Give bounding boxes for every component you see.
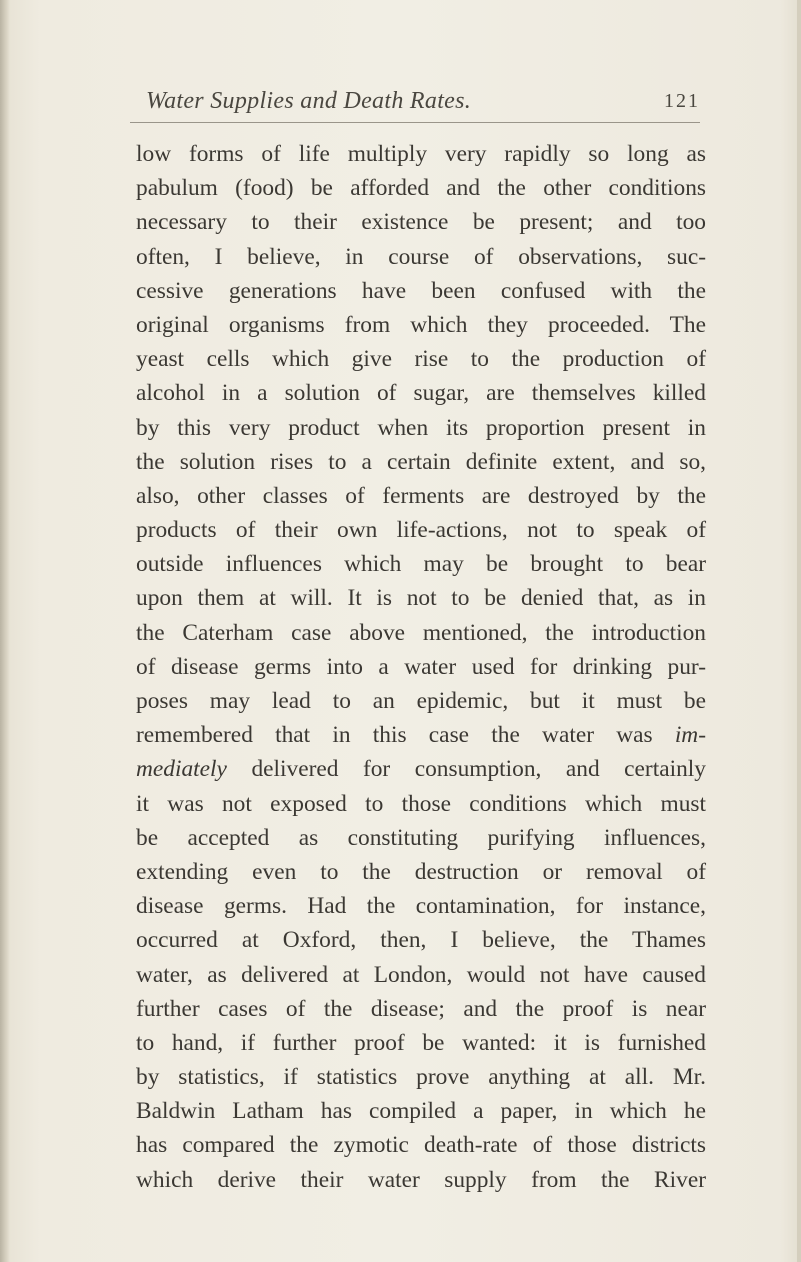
text-line <box>136 411 706 445</box>
text-line <box>136 137 706 171</box>
text-line <box>136 513 706 547</box>
page-number: 121 <box>664 90 700 112</box>
text-line <box>136 308 706 342</box>
text-line <box>136 923 706 957</box>
text-line <box>136 479 706 513</box>
text-line <box>136 992 706 1026</box>
text-line <box>136 274 706 308</box>
text-line <box>136 1026 706 1060</box>
line-text: also, other classes of ferments are destroyed by the <box>136 482 706 509</box>
italic-word: im- <box>674 722 706 749</box>
text-line <box>136 445 706 479</box>
text-line <box>136 787 706 821</box>
text-line <box>136 616 706 650</box>
line-text: the solution rises to a certain definite extent, and so, <box>136 448 706 475</box>
text-line <box>136 205 706 239</box>
line-text: original organisms from which they proceeded. The <box>136 311 706 338</box>
line-text: to hand, if further proof be wanted: it is furnished <box>136 1029 706 1056</box>
text-line <box>136 684 706 718</box>
text-line <box>136 581 706 615</box>
line-text: remembered that in this case the water was <box>136 722 653 749</box>
line-text: low forms of life multiply very rapidly so long as <box>136 141 706 167</box>
line-text: cessive generations have been confused with the <box>136 277 706 304</box>
line-text: outside influences which may be brought to bear <box>136 551 706 578</box>
page-right-edge <box>797 0 801 1262</box>
line-text: water, as delivered at London, would not have caused <box>136 961 706 988</box>
text-line <box>136 855 706 889</box>
line-text: upon them at will. It is not to be denied that, as in <box>136 585 706 612</box>
line-text: it was not exposed to those conditions which must <box>136 790 706 817</box>
line-text: delivered for consumption, and certainly <box>251 756 706 783</box>
text-line <box>136 1060 706 1094</box>
line-text: be accepted as constituting purifying influences, <box>136 824 706 851</box>
line-text: yeast cells which give rise to the production of <box>136 346 706 373</box>
text-line <box>136 821 706 855</box>
line-text: pabulum (food) be afforded and the other conditions <box>136 175 706 202</box>
body-text <box>136 137 706 1197</box>
line-text: occurred at Oxford, then, I believe, the Thames <box>136 927 706 954</box>
line-text: has compared the zymotic death-rate of those districts <box>136 1132 706 1159</box>
text-line <box>136 958 706 992</box>
line-text: often, I believe, in course of observations, suc- <box>136 243 706 270</box>
text-line <box>136 650 706 684</box>
text-line <box>136 240 706 274</box>
line-text: products of their own life-actions, not to speak of <box>136 517 706 544</box>
line-text: Baldwin Latham has compiled a paper, in which he <box>136 1098 706 1125</box>
line-text: the Caterham case above mentioned, the introduction <box>136 619 706 646</box>
text-line <box>136 1094 706 1128</box>
line-text: disease germs. Had the contamination, for instance, <box>136 893 706 920</box>
text-line <box>136 547 706 581</box>
page-gutter-shadow <box>0 0 10 1262</box>
line-text: further cases of the disease; and the proof is near <box>136 995 706 1022</box>
italic-word: mediately <box>136 756 227 783</box>
line-text: extending even to the destruction or removal of <box>136 858 706 885</box>
text-line <box>136 889 706 923</box>
line-text: by this very product when its proportion present in <box>136 414 706 441</box>
text-line <box>136 342 706 376</box>
line-text: alcohol in a solution of sugar, are themselves killed <box>136 380 706 407</box>
line-text: of disease germs into a water used for drinking pur- <box>136 653 706 680</box>
line-text: by statistics, if statistics prove anything at all. Mr. <box>136 1064 706 1091</box>
text-line <box>136 376 706 410</box>
running-title: Water Supplies and Death Rates. <box>146 88 472 114</box>
line-text: which derive their water supply from the River <box>136 1166 706 1193</box>
text-line <box>136 752 706 786</box>
text-line <box>136 171 706 205</box>
line-text: poses may lead to an epidemic, but it must be <box>136 688 706 714</box>
text-line <box>136 1163 706 1197</box>
line-text: necessary to their existence be present; and too <box>136 209 706 236</box>
page-header <box>130 88 700 123</box>
text-line <box>136 1128 706 1162</box>
text-line <box>136 718 706 752</box>
